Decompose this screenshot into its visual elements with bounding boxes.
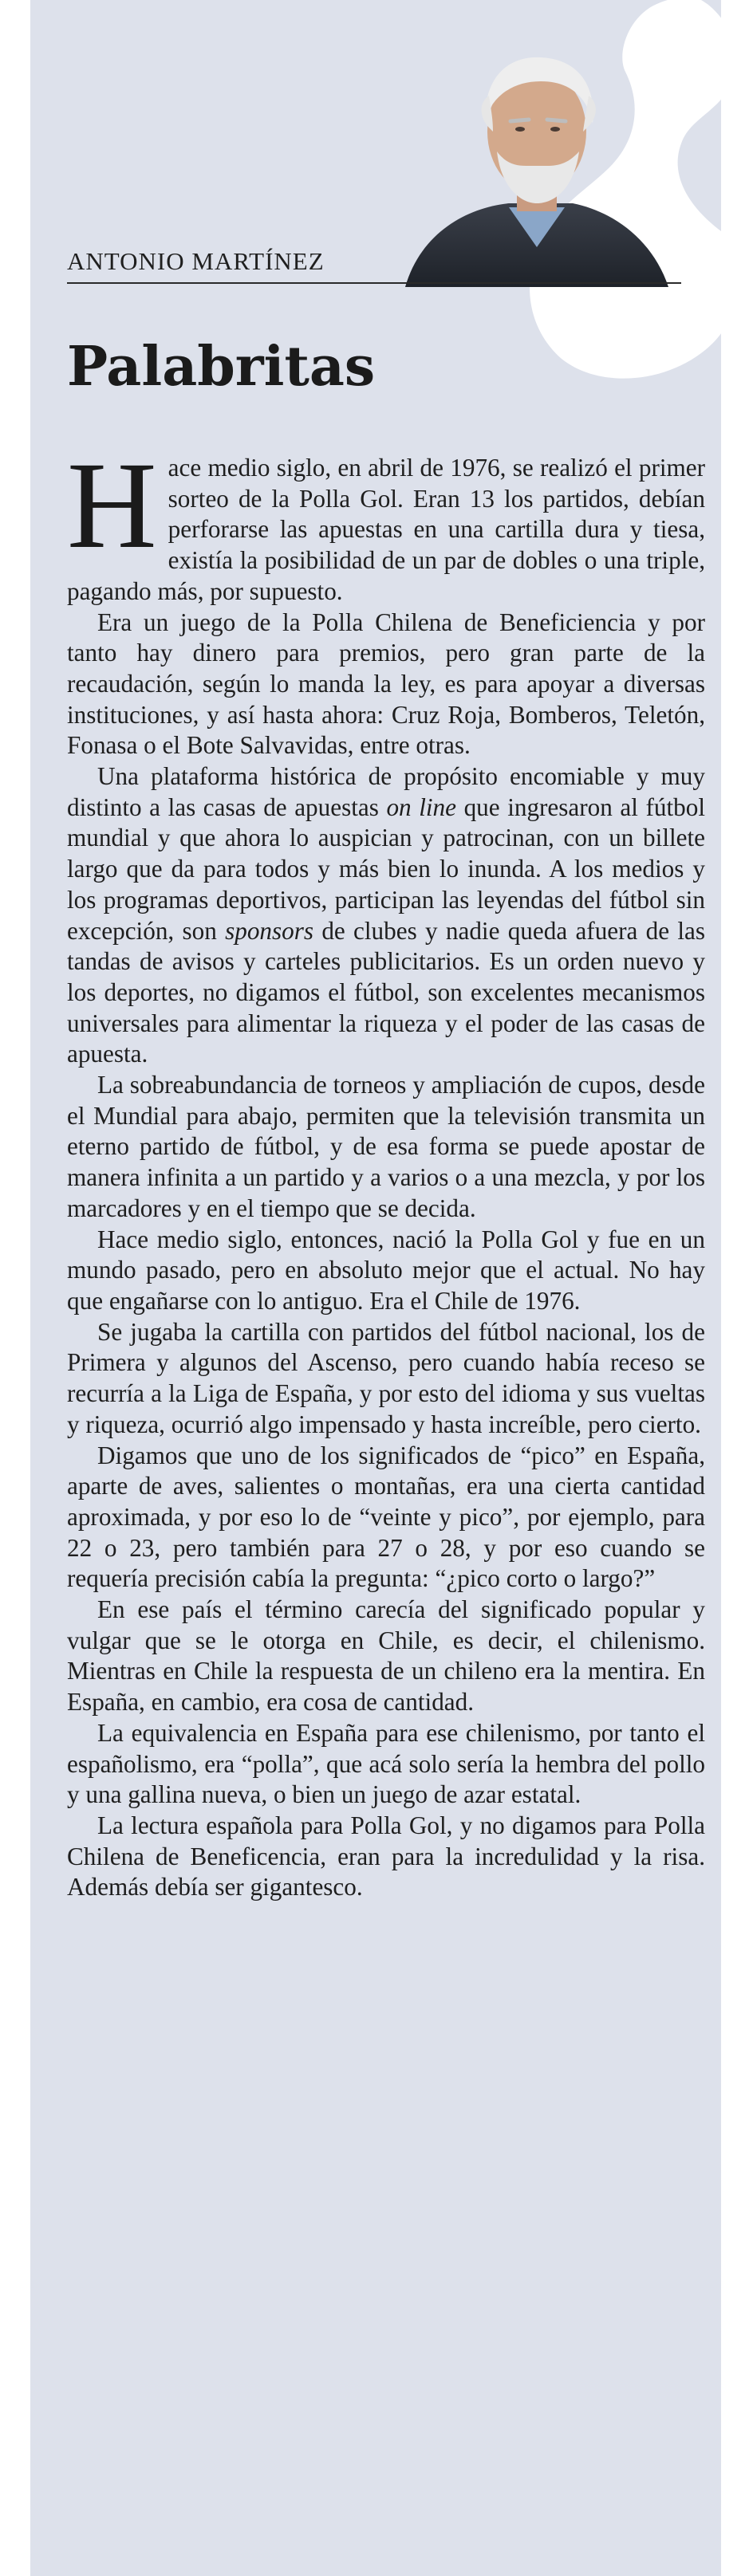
paragraph-5: Hace medio siglo, entonces, nació la Polla Gol y fue en un mundo pasado, pero en absoluto mejor que el actual. No hay que engañarse con lo antiguo. Era el Chile de 1976.: [67, 1225, 705, 1315]
paragraph-4: La sobreabundancia de torneos y ampliación de cupos, desde el Mundial para abajo, permiten que la televisión transmita un eterno partido de fútbol, y de esa forma se puede apostar de manera infinita a un partido y a varios o a una mezcla, y por los marcadores y en el tiempo que se decida.: [67, 1071, 705, 1222]
paragraph-1-text: ace medio siglo, en abril de 1976, se realizó el primer sorteo de la Polla Gol. Eran 13 los partidos, debían perforarse las apuestas en una cartilla dura y tiesa, existía la posibilidad de un par de dobles o una triple, pagando más, por supuesto.: [67, 454, 705, 605]
article-body: [67, 436, 706, 1903]
paragraph-3-part-c: de clubes y nadie queda afuera de las tandas de avisos y carteles publicitarios. Es un orden nuevo y los deportes, no digamos el fútbol, son excelentes mecanismos universales para alimentar la riqueza y el poder de las casas de apuesta.: [67, 916, 706, 1068]
column-panel: [30, 0, 721, 2576]
paragraph-3-part-a: Una plataforma histórica de propósito encomiable y muy distinto a las casas de apuestas: [67, 762, 705, 821]
paragraph-9: La equivalencia en España para ese chilenismo, por tanto el españolismo, era “polla”, que acá solo sería la hembra del pollo y una gallina nueva, o bien un juego de azar estatal.: [67, 1718, 705, 1809]
author-byline: ANTONIO MARTÍNEZ: [67, 247, 325, 275]
drop-cap: H: [67, 436, 157, 574]
paragraph-2: Era un juego de la Polla Chilena de Beneficiencia y por tanto hay dinero para premios, pero gran parte de la recaudación, según lo manda la ley, es para apoyar a diversas instituciones, y así hasta ahora: Cruz Roja, Bomberos, Teletón, Fonasa o el Bote Salvavidas, entre otras.: [67, 608, 705, 760]
paragraph-6: Se jugaba la cartilla con partidos del fútbol nacional, los de Primera y algunos del Ascenso, pero cuando había receso se recurría a la Liga de España, y por esto del idioma y sus vueltas y riqueza, ocurrió algo impensado y hasta increíble, pero cierto.: [67, 1317, 705, 1438]
byline-divider: [67, 282, 681, 284]
author-portrait: [373, 48, 684, 287]
paragraph-3-part-b: que ingresaron al fútbol mundial y que ahora lo auspician y patrocinan, con un billete largo que da para todos y más bien lo inunda. A los medios y los programas deportivos, participan las leyendas del fútbol sin excepción, son: [67, 792, 705, 945]
paragraph-3-italic-sponsors: sponsors: [225, 916, 314, 945]
headline: Palabritas: [67, 335, 376, 399]
paragraph-3: [67, 761, 705, 1070]
paragraph-8: En ese país el término carecía del significado popular y vulgar que se le otorga en Chile, es decir, el chilenismo. Mientras en Chile la respuesta de un chileno era la mentira. En España, en cambio, era cosa de cantidad.: [67, 1595, 705, 1717]
paragraph-3-italic-online: on line: [386, 792, 456, 821]
paragraph-1: [67, 436, 705, 608]
paragraph-7: Digamos que uno de los significados de “pico” en España, aparte de aves, salientes o montañas, era una cierta cantidad aproximada, y por eso lo de “veinte y pico”, por ejemplo, para 22 o 23, pero también para 27 o 28, y por eso cuando se requería precisión cabía la pregunta: “¿pico corto o largo?”: [67, 1441, 705, 1593]
paragraph-10: La lectura española para Polla Gol, y no digamos para Polla Chilena de Beneficencia, eran para la incredulidad y la risa. Además debía ser gigantesco.: [67, 1811, 705, 1902]
